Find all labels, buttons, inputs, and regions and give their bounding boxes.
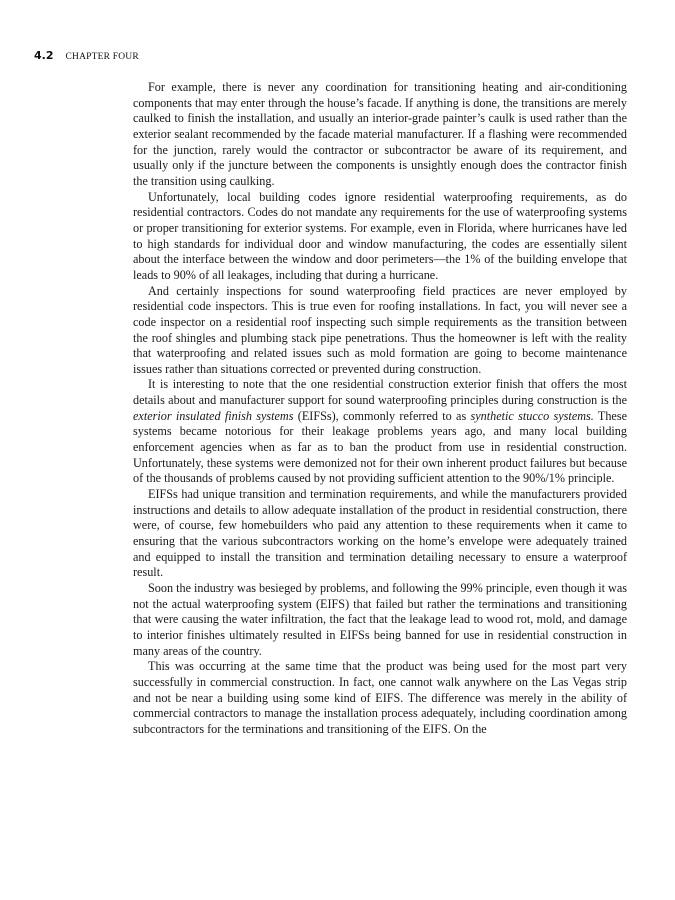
text-run: Soon the industry was besieged by problems, and following the 99% principle, even though it was not the actual waterproofing system (EIFS) that failed but rather the terminations and transitioning that were causing the water infiltration, the fact that the leakage lead to wood rot, mold, and damage to interior finishes ultimately resulted in EIFSs being banned for use in residential construction in many areas of the country. <box>133 581 627 658</box>
text-run: (EIFSs), commonly referred to as <box>293 408 471 423</box>
paragraph <box>133 581 627 659</box>
paragraph <box>133 80 627 190</box>
paragraph <box>133 659 627 737</box>
text-run: EIFSs had unique transition and termination requirements, and while the manufacturers provided instructions and details to allow adequate installation of the product in residential construction, there were, of course, few homebuilders who paid any attention to these requirements when it came to ensuring that the various subcontractors working on the home’s envelope were adequately trained and equipped to install the transition and termination detailing necessary to ensure a waterproof result. <box>133 487 627 580</box>
text-run: This was occurring at the same time that the product was being used for the most part very successfully in commercial construction. In fact, one cannot walk anywhere on the Las Vegas strip and not be near a building using some kind of EIFS. The difference was merely in the ability of commercial contractors to manage the installation process adequately, including coordination among subcontractors for the terminations and transitioning of the EIFS. On the <box>133 659 627 736</box>
body-text <box>133 80 627 738</box>
paragraph <box>133 377 627 487</box>
text-run: And certainly inspections for sound waterproofing field practices are never employed by residential code inspectors. This is true even for roofing installations. In fact, you will never see a code inspector on a residential roof inspecting such simple requirements as the transition between the roof shingles and plumbing stack pipe penetrations. Thus the homeowner is left with the reality that waterproofing and related issues such as mold formation are going to become maintenance issues rather than situations corrected or prevented during construction. <box>133 283 627 376</box>
text-run: These systems became notorious for their leakage problems years ago, and many local building enforcement agencies when as far as to ban the product from use in residential construction. Unfortunately, these systems were demonized not for their own inherent product failures but because of the thousands of problems caused by not providing sufficient attention to the 90%/1% principle. <box>133 408 627 486</box>
text-run: For example, there is never any coordination for transitioning heating and air-conditioning components that may enter through the house’s facade. If anything is done, the transitions are merely caulked to finish the installation, and usually an interior-grade painter’s caulk is used rather than the exterior sealant recommended by the facade material manufacturer. If a flashing were recommended for the junction, rarely would the contractor or subcontractor be aware of its requirement, and usually only if the juncture between the components is unsightly enough does the contractor finish the transition using caulking. <box>133 80 627 188</box>
text-run: It is interesting to note that the one residential construction exterior finish that offers the most details about and manufacturer support for sound waterproofing principles during construction is the <box>133 377 627 408</box>
text-run: Unfortunately, local building codes ignore residential waterproofing requirements, as do residential contractors. Codes do not mandate any requirements for the use of waterproofing systems or proper transitioning for exterior systems. For example, even in Florida, where hurricanes have led to high standards for individual door and window manufacturing, the codes are essentially silent about the interface between the window and door perimeters—the 1% of the building envelope that leads to 90% of all leakages, including that during a hurricane. <box>133 189 627 282</box>
running-header <box>34 46 139 62</box>
chapter-title: CHAPTER FOUR <box>65 52 139 62</box>
italic-term: exterior insulated finish systems <box>133 408 294 423</box>
paragraph <box>133 284 627 378</box>
italic-term: synthetic stucco systems. <box>470 408 594 423</box>
paragraph <box>133 487 627 581</box>
page-number: 4.2 <box>34 49 54 62</box>
paragraph <box>133 190 627 284</box>
